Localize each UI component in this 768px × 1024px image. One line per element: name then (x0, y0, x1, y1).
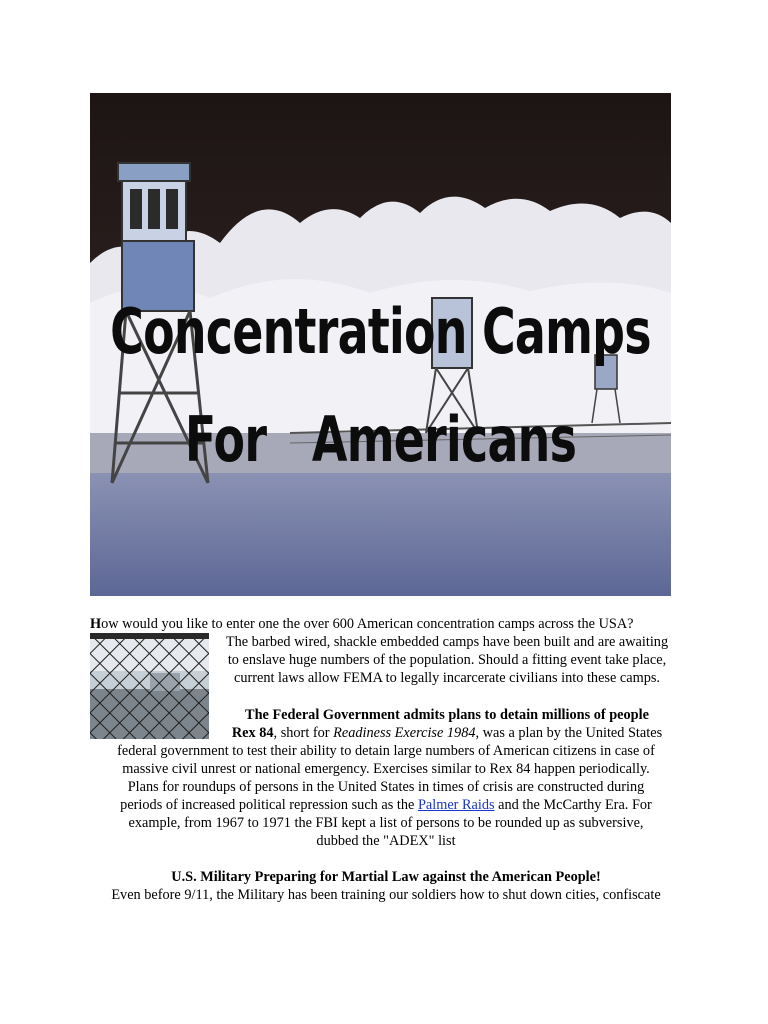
intro-paragraph (212, 633, 682, 687)
section1-body (90, 742, 682, 850)
chain-link-fence-graphic (90, 633, 209, 739)
section1-line: massive civil unrest or national emergency. Exercises similar to Rex 84 happen periodically. (122, 761, 650, 777)
section1-heading-block (212, 706, 682, 742)
section1-first-line (212, 724, 682, 742)
section1-line: example, from 1967 to 1971 the FBI kept a list of persons to be rounded up as subversive, (128, 815, 644, 831)
drop-letter: H (90, 616, 102, 632)
intro-first-line-text: ow would you like to enter one the over 600 American concentration camps across the USA? (101, 616, 634, 632)
section1-text: , short for (273, 725, 334, 741)
section2-line: Even before 9/11, the Military has been training our soldiers how to shut down cities, confiscate (111, 887, 661, 903)
rex84-term: Rex 84 (231, 725, 274, 741)
intro-line: to enslave huge numbers of the population. Should a fitting event take place, (227, 652, 667, 668)
palmer-raids-link[interactable]: Palmer Raids (417, 797, 495, 813)
hero-title-line2: For Americans (184, 403, 577, 476)
intro-line: The barbed wired, shackle embedded camps have been built and are awaiting (225, 634, 669, 650)
section1-line: Plans for roundups of persons in the United States in times of crisis are constructed during (127, 779, 645, 795)
section1-text: and the McCarthy Era. For (494, 797, 652, 813)
readiness-exercise-term: Readiness Exercise 1984 (333, 725, 476, 741)
section1-line: dubbed the "ADEX" list (316, 833, 456, 849)
intro-first-line (90, 615, 682, 633)
hero-title-line1: Concentration Camps (110, 295, 651, 368)
section1-line: federal government to test their ability to detain large numbers of American citizens in case of (117, 743, 655, 759)
fence-thumbnail-image (90, 633, 209, 739)
section1-heading: The Federal Government admits plans to detain millions of people (245, 707, 649, 723)
intro-line: current laws allow FEMA to legally incarcerate civilians into these camps. (234, 670, 660, 686)
section2-heading: U.S. Military Preparing for Martial Law against the American People! (171, 869, 601, 885)
section1-line-with-link (90, 796, 682, 814)
section1-text: , was a plan by the United States (475, 725, 663, 741)
hero-image (90, 93, 671, 596)
section1-text: periods of increased political repression such as the (120, 797, 418, 813)
